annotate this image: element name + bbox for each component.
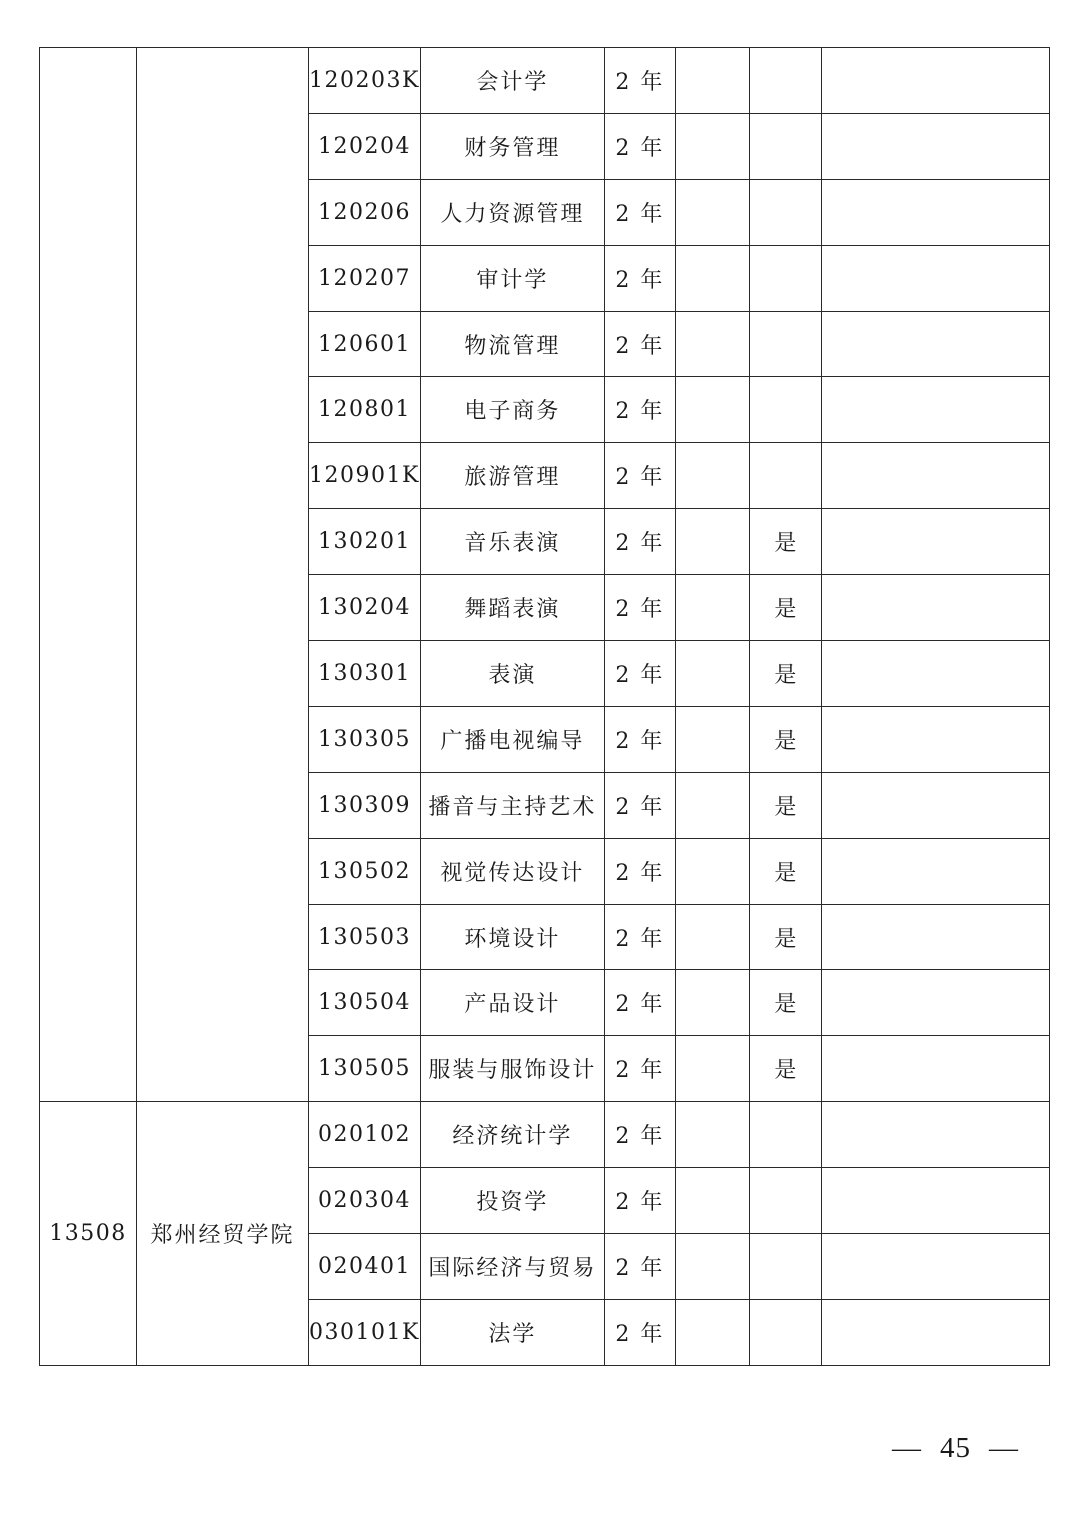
flag-cell bbox=[749, 443, 821, 509]
major-code-cell: 120801 bbox=[309, 377, 421, 443]
duration-cell: 2 年 bbox=[604, 377, 675, 443]
major-code-cell: 020102 bbox=[309, 1102, 421, 1168]
duration-cell: 2 年 bbox=[604, 575, 675, 641]
major-code-cell: 120601 bbox=[309, 311, 421, 377]
program-table bbox=[39, 47, 1050, 1366]
duration-cell: 2 年 bbox=[604, 1102, 675, 1168]
duration-cell: 2 年 bbox=[604, 1234, 675, 1300]
major-name-cell: 旅游管理 bbox=[420, 443, 604, 509]
empty-cell bbox=[675, 772, 749, 838]
duration-cell: 2 年 bbox=[604, 1299, 675, 1365]
duration-cell: 2 年 bbox=[604, 509, 675, 575]
empty-cell bbox=[675, 48, 749, 114]
duration-cell: 2 年 bbox=[604, 772, 675, 838]
duration-cell: 2 年 bbox=[604, 179, 675, 245]
major-name-cell: 服装与服饰设计 bbox=[420, 1036, 604, 1102]
major-code-cell: 130503 bbox=[309, 904, 421, 970]
notes-cell bbox=[821, 641, 1049, 707]
major-name-cell: 表演 bbox=[420, 641, 604, 707]
notes-cell bbox=[821, 904, 1049, 970]
empty-cell bbox=[675, 1036, 749, 1102]
major-code-cell: 120206 bbox=[309, 179, 421, 245]
major-name-cell: 会计学 bbox=[420, 48, 604, 114]
major-name-cell: 物流管理 bbox=[420, 311, 604, 377]
flag-cell bbox=[749, 48, 821, 114]
flag-cell: 是 bbox=[749, 838, 821, 904]
major-code-cell: 120203K bbox=[309, 48, 421, 114]
duration-cell: 2 年 bbox=[604, 706, 675, 772]
empty-cell bbox=[675, 838, 749, 904]
duration-cell: 2 年 bbox=[604, 1036, 675, 1102]
flag-cell bbox=[749, 1102, 821, 1168]
flag-cell bbox=[749, 377, 821, 443]
major-code-cell: 130502 bbox=[309, 838, 421, 904]
duration-cell: 2 年 bbox=[604, 1168, 675, 1234]
flag-cell bbox=[749, 1168, 821, 1234]
duration-cell: 2 年 bbox=[604, 970, 675, 1036]
major-name-cell: 投资学 bbox=[420, 1168, 604, 1234]
duration-cell: 2 年 bbox=[604, 311, 675, 377]
major-name-cell: 环境设计 bbox=[420, 904, 604, 970]
major-name-cell: 广播电视编导 bbox=[420, 706, 604, 772]
empty-cell bbox=[675, 1299, 749, 1365]
flag-cell: 是 bbox=[749, 641, 821, 707]
flag-cell: 是 bbox=[749, 575, 821, 641]
empty-cell bbox=[675, 377, 749, 443]
major-name-cell: 经济统计学 bbox=[420, 1102, 604, 1168]
notes-cell bbox=[821, 48, 1049, 114]
institution-code-cell bbox=[40, 48, 137, 1102]
major-name-cell: 国际经济与贸易 bbox=[420, 1234, 604, 1300]
major-name-cell: 财务管理 bbox=[420, 113, 604, 179]
major-name-cell: 人力资源管理 bbox=[420, 179, 604, 245]
notes-cell bbox=[821, 1036, 1049, 1102]
major-code-cell: 130201 bbox=[309, 509, 421, 575]
empty-cell bbox=[675, 706, 749, 772]
notes-cell bbox=[821, 509, 1049, 575]
empty-cell bbox=[675, 509, 749, 575]
duration-cell: 2 年 bbox=[604, 48, 675, 114]
major-name-cell: 视觉传达设计 bbox=[420, 838, 604, 904]
duration-cell: 2 年 bbox=[604, 838, 675, 904]
major-name-cell: 法学 bbox=[420, 1299, 604, 1365]
empty-cell bbox=[675, 1234, 749, 1300]
empty-cell bbox=[675, 641, 749, 707]
duration-cell: 2 年 bbox=[604, 904, 675, 970]
empty-cell bbox=[675, 245, 749, 311]
major-code-cell: 130204 bbox=[309, 575, 421, 641]
table-row bbox=[40, 1102, 1050, 1168]
empty-cell bbox=[675, 113, 749, 179]
flag-cell bbox=[749, 113, 821, 179]
flag-cell bbox=[749, 245, 821, 311]
empty-cell bbox=[675, 179, 749, 245]
flag-cell bbox=[749, 311, 821, 377]
major-code-cell: 130301 bbox=[309, 641, 421, 707]
duration-cell: 2 年 bbox=[604, 443, 675, 509]
major-name-cell: 播音与主持艺术 bbox=[420, 772, 604, 838]
notes-cell bbox=[821, 772, 1049, 838]
notes-cell bbox=[821, 970, 1049, 1036]
major-code-cell: 120901K bbox=[309, 443, 421, 509]
flag-cell bbox=[749, 1234, 821, 1300]
flag-cell: 是 bbox=[749, 706, 821, 772]
flag-cell bbox=[749, 1299, 821, 1365]
institution-name-cell: 郑州经贸学院 bbox=[137, 1102, 309, 1366]
empty-cell bbox=[675, 1168, 749, 1234]
flag-cell: 是 bbox=[749, 904, 821, 970]
notes-cell bbox=[821, 838, 1049, 904]
duration-cell: 2 年 bbox=[604, 113, 675, 179]
program-table-body bbox=[40, 48, 1050, 1366]
major-code-cell: 130505 bbox=[309, 1036, 421, 1102]
notes-cell bbox=[821, 1102, 1049, 1168]
major-code-cell: 130504 bbox=[309, 970, 421, 1036]
empty-cell bbox=[675, 970, 749, 1036]
institution-name-cell bbox=[137, 48, 309, 1102]
flag-cell: 是 bbox=[749, 970, 821, 1036]
major-name-cell: 审计学 bbox=[420, 245, 604, 311]
notes-cell bbox=[821, 1234, 1049, 1300]
major-name-cell: 电子商务 bbox=[420, 377, 604, 443]
notes-cell bbox=[821, 245, 1049, 311]
major-code-cell: 020304 bbox=[309, 1168, 421, 1234]
notes-cell bbox=[821, 1299, 1049, 1365]
duration-cell: 2 年 bbox=[604, 245, 675, 311]
major-code-cell: 030101K bbox=[309, 1299, 421, 1365]
notes-cell bbox=[821, 311, 1049, 377]
page-footer bbox=[892, 1432, 1019, 1465]
duration-cell: 2 年 bbox=[604, 641, 675, 707]
footer-dash-left: — bbox=[892, 1432, 922, 1464]
notes-cell bbox=[821, 706, 1049, 772]
page-number: 45 bbox=[940, 1432, 971, 1464]
notes-cell bbox=[821, 443, 1049, 509]
major-code-cell: 130309 bbox=[309, 772, 421, 838]
empty-cell bbox=[675, 575, 749, 641]
major-name-cell: 舞蹈表演 bbox=[420, 575, 604, 641]
notes-cell bbox=[821, 377, 1049, 443]
flag-cell: 是 bbox=[749, 1036, 821, 1102]
footer-dash-right: — bbox=[989, 1432, 1019, 1464]
major-name-cell: 音乐表演 bbox=[420, 509, 604, 575]
empty-cell bbox=[675, 311, 749, 377]
institution-code-cell: 13508 bbox=[40, 1102, 137, 1366]
flag-cell bbox=[749, 179, 821, 245]
notes-cell bbox=[821, 113, 1049, 179]
notes-cell bbox=[821, 575, 1049, 641]
flag-cell: 是 bbox=[749, 509, 821, 575]
flag-cell: 是 bbox=[749, 772, 821, 838]
empty-cell bbox=[675, 904, 749, 970]
table-row bbox=[40, 48, 1050, 114]
major-code-cell: 120204 bbox=[309, 113, 421, 179]
notes-cell bbox=[821, 1168, 1049, 1234]
empty-cell bbox=[675, 443, 749, 509]
notes-cell bbox=[821, 179, 1049, 245]
major-code-cell: 020401 bbox=[309, 1234, 421, 1300]
major-code-cell: 120207 bbox=[309, 245, 421, 311]
major-code-cell: 130305 bbox=[309, 706, 421, 772]
major-name-cell: 产品设计 bbox=[420, 970, 604, 1036]
empty-cell bbox=[675, 1102, 749, 1168]
